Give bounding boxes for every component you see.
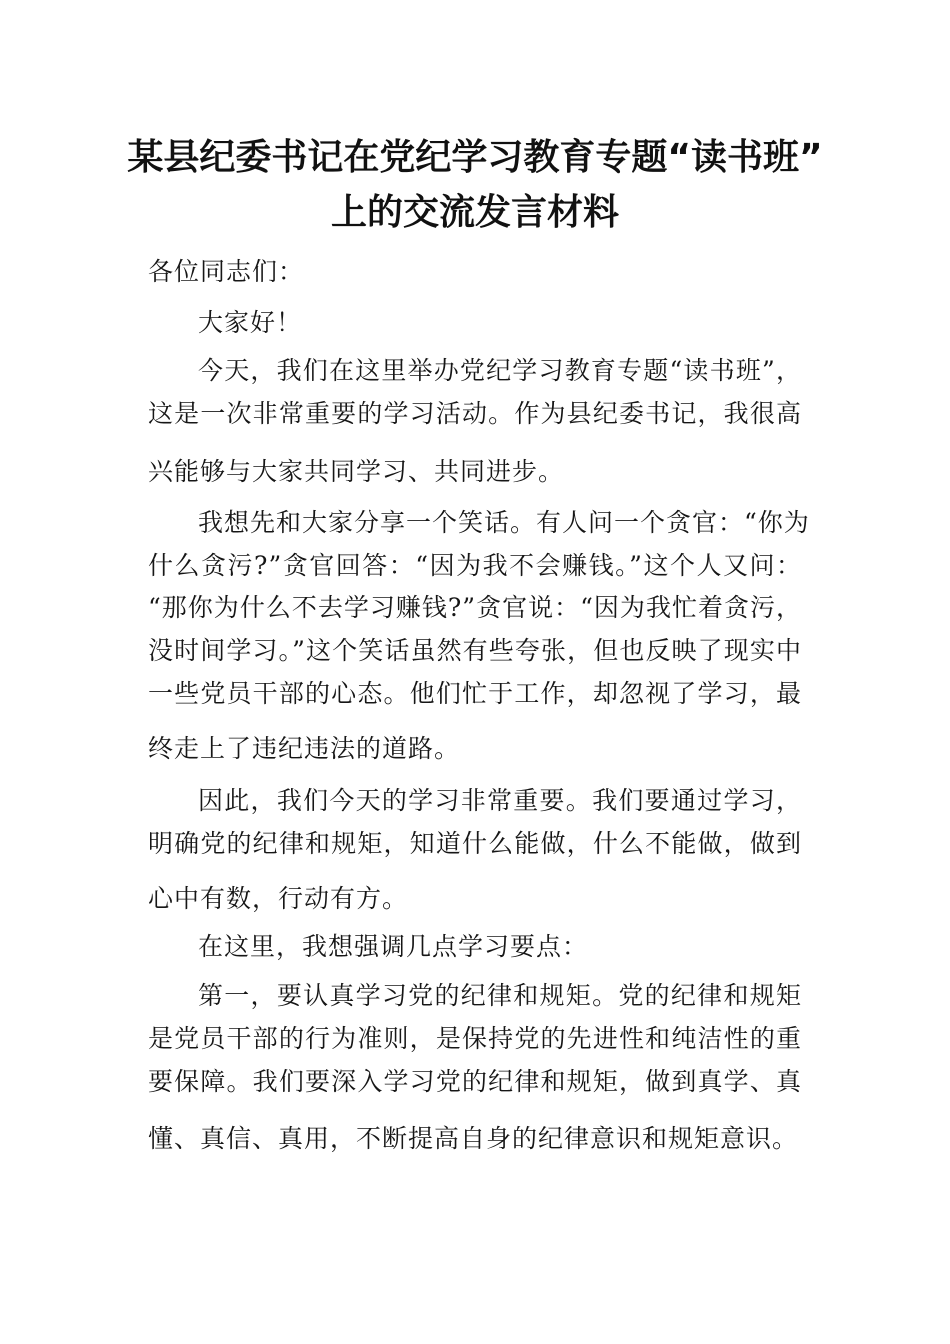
paragraph-1-line-3: 兴能够与大家共同学习、共同进步。 (148, 457, 565, 486)
paragraph-2-line-4: 没时间学习。”这个笑话虽然有些夸张，但也反映了现实中 (148, 636, 802, 665)
paragraph-5-line-1: 第一，要认真学习党的纪律和规矩。党的纪律和规矩 (198, 981, 802, 1010)
paragraph-1-line-2: 这是一次非常重要的学习活动。作为县纪委书记，我很高 (148, 399, 802, 428)
paragraph-1-line-1: 今天，我们在这里举办党纪学习教育专题“读书班”， (198, 356, 802, 385)
paragraph-3-line-2: 明确党的纪律和规矩，知道什么能做，什么不能做，做到 (148, 829, 802, 858)
document-title-line-1: 某县纪委书记在党纪学习教育专题“读书班” (127, 137, 823, 178)
paragraph-4-line-1: 在这里，我想强调几点学习要点： (198, 932, 589, 961)
paragraph-5-line-2: 是党员干部的行为准则，是保持党的先进性和纯洁性的重 (148, 1024, 802, 1053)
paragraph-3-line-1: 因此，我们今天的学习非常重要。我们要通过学习， (198, 786, 802, 815)
paragraph-2-line-3: “那你为什么不去学习赚钱?”贪官说：“因为我忙着贪污， (148, 593, 802, 622)
paragraph-5-line-4: 懂、真信、真用，不断提高自身的纪律意识和规矩意识。 (148, 1124, 799, 1153)
paragraph-2-line-5: 一些党员干部的心态。他们忙于工作，却忽视了学习，最 (148, 679, 802, 708)
paragraph-2-line-6: 终走上了违纪违法的道路。 (148, 734, 461, 763)
paragraph-2-line-1: 我想先和大家分享一个笑话。有人问一个贪官：“你为 (198, 508, 810, 537)
document-title-line-2: 上的交流发言材料 (330, 192, 619, 233)
greeting: 大家好！ (198, 308, 303, 337)
paragraph-5-line-3: 要保障。我们要深入学习党的纪律和规矩，做到真学、真 (148, 1067, 802, 1096)
salutation: 各位同志们： (148, 257, 305, 286)
paragraph-3-line-3: 心中有数，行动有方。 (148, 884, 409, 913)
paragraph-2-line-2: 什么贪污?”贪官回答：“因为我不会赚钱。”这个人又问： (148, 551, 802, 580)
